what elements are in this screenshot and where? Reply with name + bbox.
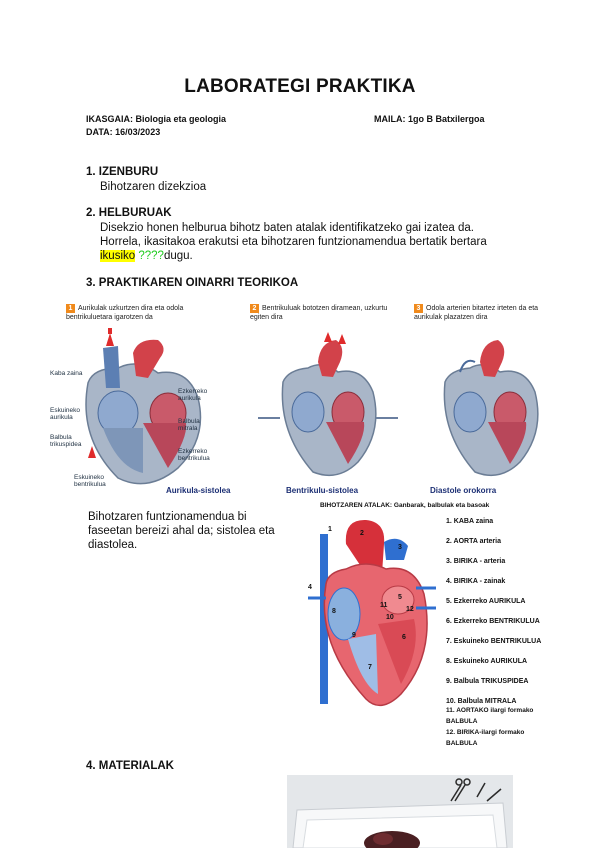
diagram-number: 12	[406, 606, 414, 613]
panel-3-number: 3	[414, 304, 423, 313]
level-label: MAILA: 1go B Batxilergoa	[374, 114, 485, 124]
label-mitrala: Balbula mitrala	[178, 418, 200, 432]
subject-label: IKASGAIA: Biologia eta geologia	[86, 114, 227, 124]
stage-1-label: Aurikula-sistolea	[166, 486, 231, 495]
panel-1-number: 1	[66, 304, 75, 313]
stage-2-label: Bentrikulu-sistolea	[286, 486, 359, 495]
phases-line-3: diastolea.	[88, 539, 138, 551]
heart-illustration-2	[258, 332, 398, 487]
page-title: LABORATEGI PRAKTIKA	[184, 76, 416, 97]
section-3-heading: 3. PRAKTIKAREN OINARRI TEORIKOA	[86, 277, 299, 289]
diagram-number: 7	[368, 664, 372, 671]
label-eskuin-aurikula: Eskuineko aurikula	[50, 407, 80, 421]
panel-2-number: 2	[250, 304, 259, 313]
atlas-item: 4. BIRIKA - zainak	[446, 578, 506, 585]
diagram-number: 1	[328, 526, 332, 533]
highlighted-word: ikusiko	[100, 250, 136, 262]
atlas-item: 7. Eskuineko BENTRIKULUA	[446, 638, 542, 645]
diagram-number: 11	[380, 602, 388, 609]
label-ezker-aurikula: Ezkerreko aurikula	[178, 388, 208, 402]
section-4-heading: 4. MATERIALAK	[86, 760, 174, 772]
label-eskuin-bentrikulua: Eskuineko bentrikulua	[74, 474, 106, 488]
atlas-item: 10. Balbula MITRALA	[446, 698, 517, 705]
atlas-item: 6. Ezkerreko BENTRIKULUA	[446, 618, 540, 625]
phases-line-2: faseetan bereizi ahal da; sistolea eta	[88, 525, 275, 537]
diagram-number: 2	[360, 530, 364, 537]
date-label: DATA: 16/03/2023	[86, 127, 161, 137]
diagram-number: 3	[398, 544, 402, 551]
diagram-number-markers	[306, 514, 441, 719]
heart-parts-figure	[306, 500, 556, 747]
diagram-number: 4	[308, 584, 312, 591]
atlas-small-list	[446, 705, 556, 749]
label-ezker-bentrikulua: Ezkerreko bentrikulua	[178, 448, 210, 462]
cardiac-cycle-figure	[48, 300, 568, 500]
label-trikuspidea: Balbula trikuspidea	[50, 434, 82, 448]
diagram-number: 9	[352, 632, 356, 639]
section-2-line-2: Horrela, ikasitakoa erakutsi eta bihotzaren funtzionamendua bertatik bertara	[100, 236, 487, 248]
atlas-item: 9. Balbula TRIKUSPIDEA	[446, 678, 529, 685]
materials-photo	[287, 775, 513, 848]
question-marks: ????	[135, 250, 164, 262]
diagram-number: 6	[402, 634, 406, 641]
atlas-item: 8. Eskuineko AURIKULA	[446, 658, 528, 665]
panel-3-caption: 3 Odola arterien bitartez irteten da eta aurikulak plazatzen dira	[414, 305, 539, 321]
dissection-tray-photo	[287, 775, 513, 848]
section-2-line-1: Disekzio honen helburua bihotz baten atalak identifikatzeko gai izatea da.	[100, 222, 474, 234]
atlas-item: 11. AORTAKO ilargi formako BALBULA	[446, 707, 534, 725]
panel-1-caption: 1 Aurikulak uzkurtzen dira eta odola bentrikuluetara igarotzen da	[66, 305, 184, 321]
atlas-title: BIHOTZAREN ATALAK: Ganbarak, balbulak eta basoak	[320, 502, 490, 509]
diagram-number: 8	[332, 608, 336, 615]
stage-3-label: Diastole orokorra	[430, 486, 497, 495]
atlas-item: 1. KABA zaina	[446, 518, 494, 525]
atlas-item: 2. AORTA arteria	[446, 538, 501, 545]
label-kaba: Kaba zaina	[50, 370, 83, 377]
heart-illustration-3	[420, 332, 560, 487]
diagram-number: 10	[386, 614, 394, 621]
panel-2-caption: 2 Bentrikuluak bototzen diramean, uzkurtu egiten dira	[250, 305, 388, 321]
phases-line-1: Bihotzaren funtzionamendua bi	[88, 511, 247, 523]
line-tail: dugu.	[163, 250, 193, 262]
section-1-body: Bihotzaren dizekzioa	[100, 181, 207, 193]
atlas-item: 12. BIRIKA-ilargi formako BALBULA	[446, 729, 525, 747]
section-1-heading: 1. IZENBURU	[86, 166, 159, 178]
diagram-number: 5	[398, 594, 402, 601]
section-2-heading: 2. HELBURUAK	[86, 207, 172, 219]
atlas-list	[446, 512, 541, 712]
atlas-item: 3. BIRIKA - arteria	[446, 558, 506, 565]
atlas-item: 5. Ezkerreko AURIKULA	[446, 598, 526, 605]
section-2-line-3	[100, 249, 193, 264]
